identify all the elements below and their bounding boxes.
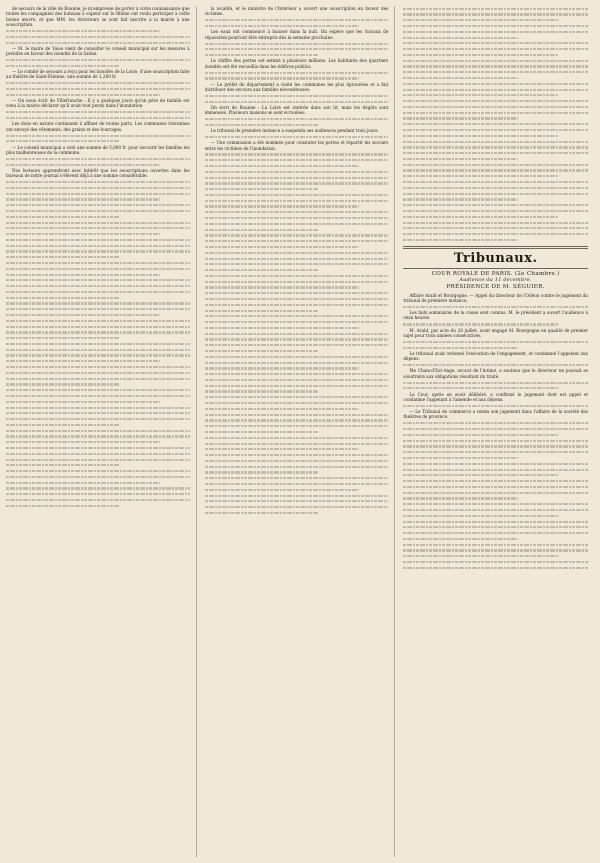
text-line (403, 380, 588, 385)
text-line (6, 28, 160, 33)
text-line (6, 272, 160, 277)
paragraph: M. Arald, par acte du 28 juillet, avait engagé M. Bourgogne en qualité de premier sujet pour trois années consécutives. (403, 327, 588, 338)
text-line (403, 237, 517, 242)
text-line (6, 57, 190, 62)
text-line (6, 503, 120, 508)
text-line (205, 354, 389, 359)
text-line (403, 93, 558, 98)
paragraph: Les eaux ont commencé à baisser dans la nuit. On espère que les travaux de réparation pourront être entrepris dès la semaine prochaine. (204, 29, 389, 40)
text-line (403, 339, 588, 344)
text-line (6, 139, 120, 144)
divider (403, 246, 588, 249)
text-line (205, 470, 319, 475)
text-line (205, 285, 359, 290)
text-line (205, 116, 389, 121)
text-line (403, 461, 588, 466)
text-line (205, 435, 389, 440)
text-line (403, 12, 588, 17)
text-line (403, 156, 517, 161)
paragraph: Affaire Arald et Bourgogne. — Appel du directeur de l'Odéon contre le jugement du tribunal de première instance. (403, 292, 588, 303)
text-line (205, 181, 389, 186)
text-line (6, 249, 190, 254)
text-line (6, 405, 190, 410)
text-line (6, 115, 190, 120)
text-line (205, 302, 389, 307)
text-line (403, 104, 588, 109)
text-line (6, 255, 120, 260)
text-line (6, 353, 190, 358)
text-line (6, 359, 160, 364)
section-title: Tribunaux. (453, 250, 538, 266)
text-line (6, 220, 190, 225)
text-line (403, 322, 558, 327)
text-line (205, 418, 389, 423)
text-line (403, 403, 588, 408)
text-line (403, 525, 588, 530)
text-line (403, 438, 588, 443)
paragraph: Nos lecteurs apprendront avec intérêt que les souscriptions ouvertes dans les bureaux de notre journal s'élèvent déjà à une somme considérable. (6, 167, 190, 179)
text-line (205, 122, 319, 127)
text-line (403, 81, 588, 86)
text-line (6, 197, 160, 202)
text-line (403, 484, 588, 489)
text-line (6, 330, 190, 335)
text-line (403, 565, 588, 570)
text-line (205, 383, 389, 388)
text-line (403, 496, 517, 501)
text-line (403, 41, 588, 46)
text-line (403, 174, 558, 179)
text-line (6, 243, 190, 248)
column-2 (205, 6, 396, 857)
text-line (403, 151, 588, 156)
text-line (6, 370, 190, 375)
paragraph: Le tribunal de première instance a suspendu ses audiences pendant trois jours. (210, 128, 379, 134)
text-line (6, 457, 190, 462)
text-line (6, 307, 190, 312)
text-line (205, 452, 389, 457)
text-line (205, 256, 389, 261)
text-line (6, 411, 190, 416)
text-line (205, 215, 389, 220)
text-line (6, 416, 190, 421)
text-line (403, 473, 558, 478)
text-line (403, 478, 588, 483)
text-line (205, 169, 389, 174)
text-line (6, 40, 190, 45)
text-line (403, 421, 588, 426)
text-line (205, 233, 389, 238)
paragraph: — Le comité de secours a reçu pour les inondés de la Loire, d'une souscription faite au théâtre de Saint-Étienne, une somme de 1,200 fr. (6, 68, 190, 80)
text-line (6, 185, 190, 190)
text-line (403, 6, 588, 11)
paragraph: Le tribunal avait ordonné l'exécution de l'engagement, et condamné l'appelant aux dépens. (403, 350, 588, 362)
text-line (403, 467, 588, 472)
audience-date: Audience du 11 décembre. (459, 277, 532, 283)
text-line (6, 231, 160, 236)
text-line (205, 198, 389, 203)
text-line (6, 440, 160, 445)
text-line (403, 64, 588, 69)
paragraph: Les faits sommaires de la cause sont connus. M. le président a ouvert l'audience à onze heures. (403, 310, 588, 321)
text-line (205, 23, 359, 28)
divider (403, 268, 588, 269)
text-line (6, 486, 190, 491)
text-line (6, 81, 190, 86)
text-line (205, 510, 319, 515)
text-line (403, 185, 588, 190)
text-line (205, 93, 389, 98)
text-line (403, 87, 588, 92)
paragraph: Les dons en nature continuent à affluer de toutes parts. Les communes riveraines ont envoyé des vêtements, des grains et des fourrages. (6, 121, 190, 132)
text-line (403, 70, 588, 75)
text-line (6, 266, 190, 271)
text-line (403, 191, 588, 196)
text-line (6, 278, 190, 283)
paragraph: Me Chaix-d'Est-Ange, avocat de l'intimé, a soutenu que le directeur ne pouvait se soustraire aux obligations résultant du traité. (403, 368, 588, 379)
text-line (6, 364, 190, 369)
text-line (403, 386, 558, 391)
text-line (205, 163, 359, 168)
text-line (403, 145, 588, 150)
text-line (6, 382, 120, 387)
text-line (403, 203, 588, 208)
text-line (205, 279, 389, 284)
text-line (205, 325, 359, 330)
text-line (403, 502, 588, 507)
text-line (6, 434, 190, 439)
columns (6, 6, 594, 857)
text-line (6, 318, 190, 323)
text-line (403, 432, 558, 437)
text-line (6, 34, 190, 39)
text-line (205, 267, 319, 272)
text-line (6, 63, 120, 68)
text-line (205, 360, 389, 365)
text-line (403, 35, 517, 40)
text-line (6, 463, 120, 468)
text-line (205, 481, 389, 486)
text-line (6, 445, 190, 450)
text-line (205, 348, 319, 353)
text-line (6, 289, 190, 294)
text-line (403, 548, 588, 553)
text-line (403, 426, 588, 431)
text-line (205, 41, 389, 46)
text-line (6, 324, 190, 329)
text-line (205, 291, 389, 296)
text-line (205, 343, 389, 348)
text-line (205, 152, 389, 157)
paragraph: — Le conseil municipal a voté une somme de 5,000 fr. pour secourir les familles les plus malheureuses de la commune. (6, 144, 190, 155)
text-line (205, 389, 319, 394)
text-line (205, 464, 389, 469)
text-line (205, 505, 389, 510)
text-line (403, 46, 588, 51)
text-line (205, 18, 389, 23)
text-line (6, 110, 190, 115)
text-line (6, 422, 120, 427)
text-line (403, 513, 558, 518)
paragraph: de secours de la ville de Roanne, je m'empresse de porter à votre connaissance que toutes les compagnies des bateaux à vapeur sur le Rhône ont voulu participer à cette bonne œuvre, et que MM. les directeurs se sont fait inscrire à la mairie à une souscription. (6, 6, 190, 28)
presiding-judge: PRÉSIDENCE DE M. SÉGUIER. (446, 283, 545, 290)
text-line (403, 122, 588, 127)
text-line (205, 262, 389, 267)
text-line (205, 158, 389, 163)
text-line (6, 341, 190, 346)
court-name: COUR ROYALE DE PARIS. (2e Chambre.) (431, 270, 560, 277)
text-line (205, 244, 359, 249)
text-line (205, 487, 359, 492)
text-line (205, 296, 389, 301)
text-line (6, 480, 160, 485)
text-line (403, 99, 588, 104)
text-line (6, 474, 190, 479)
text-line (403, 58, 588, 63)
text-line (6, 347, 190, 352)
text-line (6, 191, 190, 196)
text-line (403, 29, 588, 34)
text-line (403, 231, 588, 236)
text-line (205, 331, 389, 336)
paragraph: La Cour, après en avoir délibéré, a confirmé le jugement dont est appel et condamné l'appelant à l'amende et aux dépens. (403, 391, 588, 402)
text-line (6, 393, 190, 398)
text-line (205, 493, 389, 498)
text-line (6, 336, 120, 341)
text-line (205, 204, 359, 209)
text-line (6, 399, 160, 404)
text-line (403, 554, 558, 559)
text-line (6, 156, 190, 161)
text-line (205, 447, 359, 452)
text-line (403, 52, 558, 57)
text-line (403, 490, 588, 495)
text-line (403, 162, 588, 167)
text-line (205, 400, 389, 405)
text-line (403, 197, 517, 202)
text-line (6, 208, 190, 213)
text-line (403, 531, 588, 536)
text-line (205, 47, 389, 52)
text-line (205, 221, 389, 226)
text-line (403, 116, 517, 121)
text-line (205, 441, 389, 446)
paragraph: — Une commission a été nommée pour constater les pertes et répartir les secours entre les victimes de l'inondation. (204, 140, 389, 151)
text-line (205, 134, 389, 139)
text-line (6, 92, 160, 97)
paragraph: Le chiffre des pertes est estimé à plusieurs millions. Les habitants des quartiers inondés ont été recueillis dans les édifices publics. (204, 58, 389, 69)
text-line (403, 519, 588, 524)
text-line (205, 227, 319, 232)
text-line (205, 366, 359, 371)
text-line (205, 99, 389, 104)
text-line (403, 226, 588, 231)
text-line (6, 451, 190, 456)
text-line (6, 133, 190, 138)
text-line (205, 314, 389, 319)
text-line (403, 444, 588, 449)
text-line (205, 53, 319, 58)
text-line (403, 507, 588, 512)
text-line (403, 23, 588, 28)
text-line (403, 536, 517, 541)
court-header (403, 246, 588, 290)
text-line (205, 308, 319, 313)
text-line (403, 304, 588, 309)
text-line (403, 127, 588, 132)
text-line (6, 226, 190, 231)
text-line (205, 458, 389, 463)
column-3 (403, 6, 594, 857)
text-line (6, 214, 120, 219)
text-line (205, 337, 389, 342)
text-line (6, 284, 190, 289)
text-line (403, 220, 588, 225)
text-line (205, 429, 319, 434)
paragraph: On écrit de Roanne : La Loire est rentrée dans son lit, mais les dégâts sont immenses. Plusieurs maisons se sont écroulées. (204, 104, 389, 116)
text-line (205, 239, 389, 244)
text-line (6, 203, 190, 208)
text-line (205, 273, 389, 278)
text-line (6, 376, 190, 381)
paragraph: — Le préfet du département a visité les communes les plus éprouvées et a fait distribuer des secours aux familles nécessiteuses. (204, 81, 389, 92)
text-line (6, 428, 190, 433)
column-1 (6, 6, 197, 857)
text-line (403, 110, 588, 115)
text-line (403, 139, 588, 144)
text-line (403, 179, 588, 184)
text-line (6, 162, 160, 167)
text-line (205, 192, 389, 197)
text-line (6, 301, 190, 306)
text-line (6, 388, 190, 393)
paragraph: la localité, et le ministre de l'Intérieur a ouvert une souscription en faveur des victimes. (204, 6, 389, 17)
paragraph: — Le Tribunal de commerce a rendu son jugement dans l'affaire de la société des théâtres de province. (403, 408, 588, 420)
text-line (6, 469, 190, 474)
text-line (205, 372, 389, 377)
text-line (6, 237, 190, 242)
text-line (205, 412, 389, 417)
text-line (205, 210, 389, 215)
text-line (205, 320, 389, 325)
text-line (6, 179, 190, 184)
text-line (6, 492, 190, 497)
text-line (403, 542, 588, 547)
text-line (403, 362, 588, 367)
text-line (205, 76, 359, 81)
text-line (403, 208, 588, 213)
text-line (403, 133, 558, 138)
text-line (403, 455, 517, 460)
text-line (6, 260, 190, 265)
text-line (403, 75, 517, 80)
text-line (403, 559, 588, 564)
text-line (205, 424, 389, 429)
text-line (403, 168, 588, 173)
text-line (205, 499, 389, 504)
text-line (6, 86, 190, 91)
text-line (403, 214, 558, 219)
text-line (205, 250, 389, 255)
text-line (403, 450, 588, 455)
paragraph: — On nous écrit de Villefranche : Il y a quelques jours qu'un père de famille est venu à la mairie déclarer qu'il avait tout perdu dans l'inondation. (6, 98, 190, 109)
text-line (205, 395, 389, 400)
text-line (6, 497, 190, 502)
text-line (6, 295, 120, 300)
text-line (205, 476, 389, 481)
text-line (205, 187, 319, 192)
paragraph: — M. le maire de Vaise vient de consulter le conseil municipal sur les mesures à prendre en faveur des inondés de la Saône. (6, 45, 190, 57)
text-line (205, 406, 359, 411)
text-line (403, 18, 558, 23)
text-line (205, 377, 389, 382)
text-line (403, 345, 517, 350)
text-line (6, 312, 160, 317)
text-line (205, 70, 389, 75)
text-line (205, 175, 389, 180)
